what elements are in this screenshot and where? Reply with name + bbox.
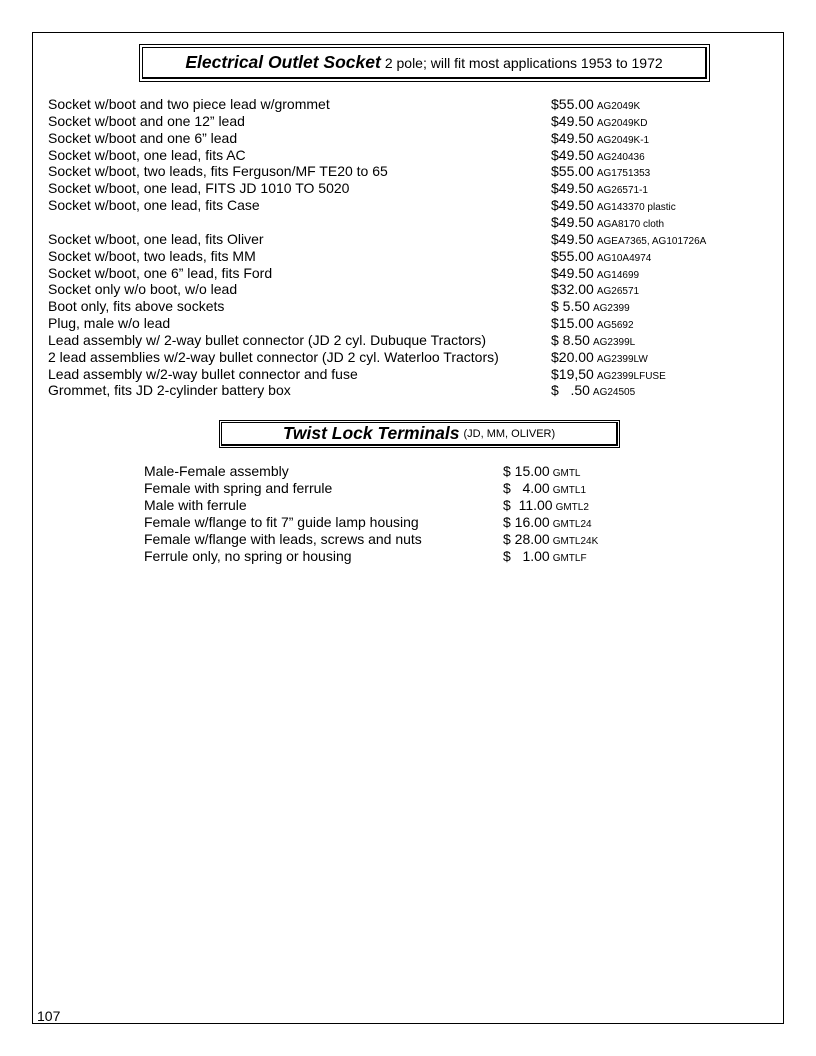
item-price: $49.50 bbox=[551, 213, 594, 230]
list-item bbox=[0, 147, 816, 164]
section-title-inner bbox=[142, 47, 707, 79]
item-code: AG1751353 bbox=[596, 168, 651, 180]
item-price: $49.50 bbox=[551, 129, 594, 146]
item-code: GMTL24 bbox=[552, 518, 592, 530]
item-description: Boot only, fits above sockets bbox=[48, 298, 225, 315]
section-title: Electrical Outlet Socket bbox=[185, 52, 381, 72]
list-item bbox=[0, 265, 816, 282]
item-price: $ 8.50 bbox=[551, 331, 590, 348]
item-price: $49.50 bbox=[551, 230, 594, 247]
item-price: $ .50 bbox=[551, 382, 590, 399]
item-description: Male with ferrule bbox=[144, 496, 247, 513]
item-code: AG240436 bbox=[596, 151, 645, 163]
item-price: $19,50 bbox=[551, 365, 594, 382]
item-code: AG10A4974 bbox=[596, 252, 652, 264]
item-description: Plug, male w/o lead bbox=[48, 315, 171, 332]
item-price-cell bbox=[551, 382, 635, 401]
list-item bbox=[0, 214, 816, 231]
list-item bbox=[0, 180, 816, 197]
section-title-box bbox=[139, 44, 710, 82]
section-subtitle: 2 pole; will fit most applications 1953 to 1972 bbox=[384, 54, 663, 71]
item-price: $15.00 bbox=[551, 315, 594, 332]
item-code: GMTLF bbox=[552, 552, 587, 564]
item-code: GMTL1 bbox=[552, 484, 587, 496]
list-item bbox=[0, 315, 816, 332]
section-title: Twist Lock Terminals bbox=[282, 423, 460, 443]
item-code: GMTL24K bbox=[552, 535, 599, 547]
list-item bbox=[0, 197, 816, 214]
item-description: Socket w/boot, two leads, fits MM bbox=[48, 247, 256, 264]
list-item bbox=[0, 531, 816, 548]
item-price: $49.50 bbox=[551, 146, 594, 163]
item-code: GMTL2 bbox=[555, 501, 589, 513]
item-price: $ 4.00 bbox=[503, 479, 550, 496]
item-price: $32.00 bbox=[551, 281, 594, 298]
page-number: 107 bbox=[37, 1008, 61, 1024]
item-price: $55.00 bbox=[551, 163, 594, 180]
item-price: $ 15.00 bbox=[503, 463, 550, 479]
list-item bbox=[0, 366, 816, 383]
item-code: AG2049KD bbox=[596, 117, 648, 129]
item-price-cell bbox=[503, 548, 587, 567]
list-item bbox=[0, 113, 816, 130]
item-description: Female with spring and ferrule bbox=[144, 479, 333, 496]
item-code: AG5692 bbox=[596, 320, 634, 332]
item-code: AG2399LW bbox=[596, 353, 648, 365]
item-code: AG2399L bbox=[592, 336, 636, 348]
item-description: Socket w/boot, one lead, fits AC bbox=[48, 146, 246, 163]
item-description: Female w/flange to fit 7” guide lamp housing bbox=[144, 513, 419, 530]
list-item bbox=[0, 281, 816, 298]
list-item bbox=[0, 497, 816, 514]
item-code: AGA8170 cloth bbox=[596, 218, 665, 230]
list-item bbox=[0, 248, 816, 265]
section-title-inner bbox=[221, 422, 618, 446]
list-item bbox=[0, 163, 816, 180]
list-item bbox=[0, 548, 816, 565]
item-description: Male-Female assembly bbox=[144, 463, 289, 479]
item-price: $49.50 bbox=[551, 180, 594, 197]
item-price: $55.00 bbox=[551, 247, 594, 264]
item-code: AG26571 bbox=[596, 286, 640, 298]
item-description: Socket w/boot, one lead, FITS JD 1010 TO 5020 bbox=[48, 180, 350, 197]
item-description: Socket w/boot, two leads, fits Ferguson/MF TE20 to 65 bbox=[48, 163, 388, 180]
item-description: Socket only w/o boot, w/o lead bbox=[48, 281, 238, 298]
item-description: Lead assembly w/2-way bullet connector and fuse bbox=[48, 365, 358, 382]
item-code: AG2049K bbox=[596, 101, 641, 112]
list-item bbox=[0, 463, 816, 480]
item-price: $ 16.00 bbox=[503, 513, 550, 530]
item-code: AG24505 bbox=[592, 387, 636, 399]
item-code: AGEA7365, AG101726A bbox=[596, 235, 707, 247]
item-price: $ 1.00 bbox=[503, 547, 550, 564]
item-description: Socket w/boot and one 12” lead bbox=[48, 112, 245, 129]
item-description: Ferrule only, no spring or housing bbox=[144, 547, 352, 564]
item-price: $ 28.00 bbox=[503, 530, 550, 547]
section-subtitle: (JD, MM, OLIVER) bbox=[463, 427, 556, 440]
item-description: Socket w/boot, one 6” lead, fits Ford bbox=[48, 264, 273, 281]
list-item bbox=[0, 332, 816, 349]
item-description: Female w/flange with leads, screws and nuts bbox=[144, 530, 422, 547]
item-code: AG14699 bbox=[596, 269, 640, 281]
item-price: $ 11.00 bbox=[503, 496, 553, 513]
item-description: Socket w/boot and one 6” lead bbox=[48, 129, 238, 146]
item-description: Lead assembly w/ 2-way bullet connector (JD 2 cyl. Dubuque Tractors) bbox=[48, 331, 487, 348]
item-price: $49.50 bbox=[551, 264, 594, 281]
list-item bbox=[0, 349, 816, 366]
item-price: $ 5.50 bbox=[551, 298, 590, 315]
item-price: $49.50 bbox=[551, 197, 594, 214]
item-code: AG143370 plastic bbox=[596, 202, 676, 214]
item-description: Socket w/boot, one lead, fits Case bbox=[48, 197, 260, 214]
list-item bbox=[0, 298, 816, 315]
item-code: AG2399LFUSE bbox=[596, 370, 666, 382]
item-code: AG2399 bbox=[592, 303, 630, 315]
item-description: 2 lead assemblies w/2-way bullet connector (JD 2 cyl. Waterloo Tractors) bbox=[48, 348, 499, 365]
list-item bbox=[0, 96, 816, 113]
item-code: GMTL bbox=[552, 468, 581, 479]
item-price: $55.00 bbox=[551, 96, 594, 112]
list-item bbox=[0, 480, 816, 497]
list-item bbox=[0, 231, 816, 248]
item-description: Grommet, fits JD 2-cylinder battery box bbox=[48, 382, 291, 399]
item-code: AG2049K-1 bbox=[596, 134, 650, 146]
list-item bbox=[0, 514, 816, 531]
item-code: AG26571-1 bbox=[596, 185, 648, 197]
list-item bbox=[0, 382, 816, 399]
section-title-box bbox=[219, 420, 620, 448]
item-price: $49.50 bbox=[551, 112, 594, 129]
item-price: $20.00 bbox=[551, 348, 594, 365]
item-description: Socket w/boot and two piece lead w/grommet bbox=[48, 96, 330, 112]
list-item bbox=[0, 130, 816, 147]
item-description: Socket w/boot, one lead, fits Oliver bbox=[48, 230, 264, 247]
